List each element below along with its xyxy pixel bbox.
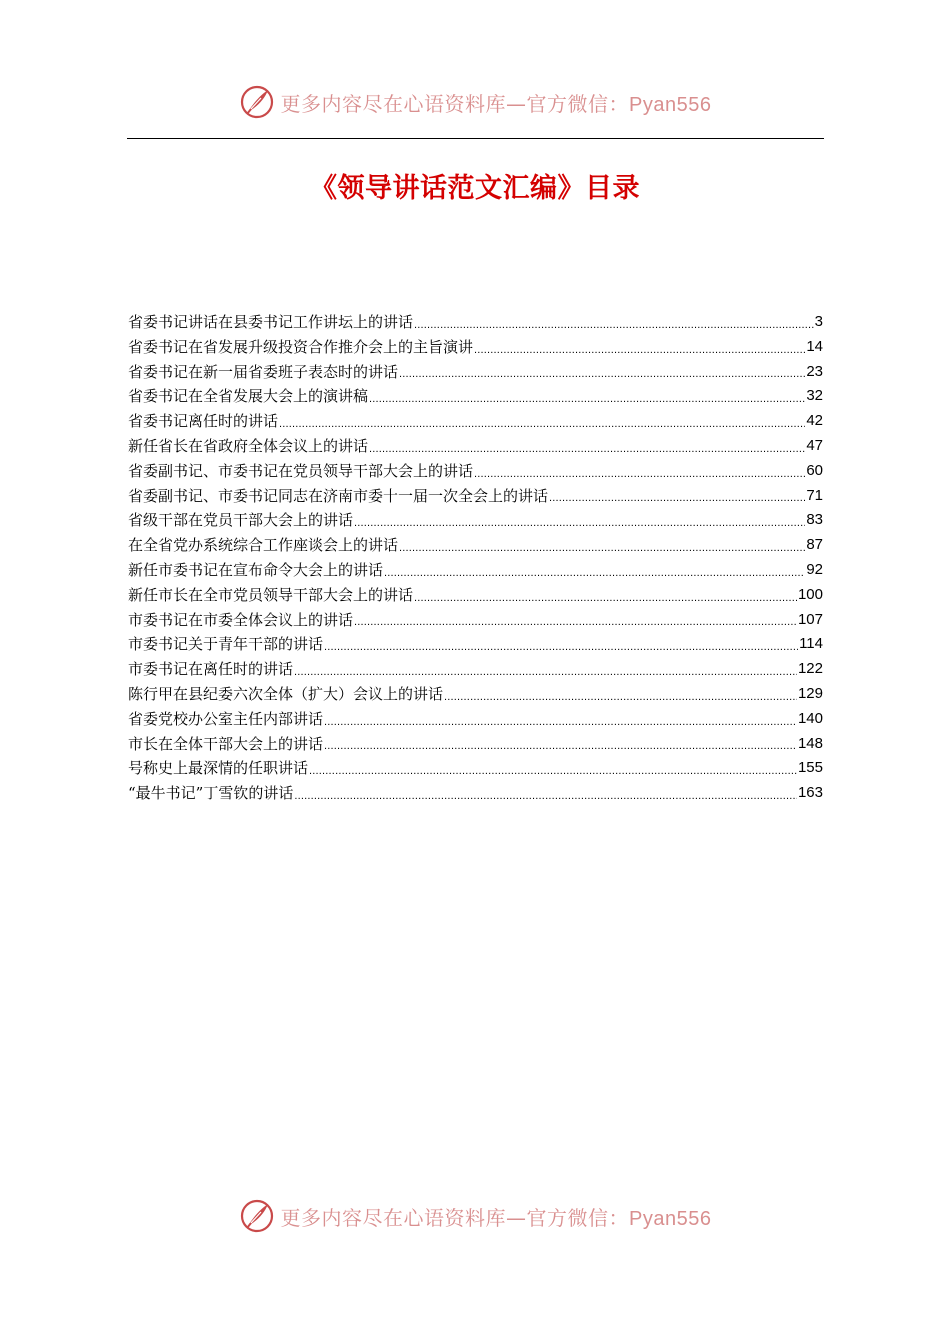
- toc-entry[interactable]: [128, 310, 823, 335]
- toc-dot-leader: [309, 761, 797, 781]
- toc-entry-title: 号称史上最深情的任职讲话: [128, 759, 309, 778]
- toc-dot-leader: [324, 736, 797, 756]
- toc-entry-title: 省委书记在省发展升级投资合作推介会上的主旨演讲: [128, 337, 474, 356]
- toc-entry[interactable]: [128, 657, 823, 682]
- toc-dot-leader: [354, 513, 805, 533]
- toc-entry[interactable]: [128, 732, 823, 757]
- banner-wechat-id: Pyan556: [629, 93, 712, 116]
- banner-text-main: 更多内容尽在心语资料库: [280, 91, 507, 116]
- toc-entry[interactable]: [128, 459, 823, 484]
- quill-pen-logo-icon: [239, 84, 275, 120]
- banner-dash: —: [506, 1205, 527, 1230]
- toc-entry-page: 47: [806, 436, 823, 454]
- toc-dot-leader: [414, 315, 814, 335]
- toc-entry[interactable]: [128, 335, 823, 360]
- toc-entry-title: 陈行甲在县纪委六次全体（扩大）会议上的讲话: [128, 684, 444, 703]
- toc-entry[interactable]: [128, 434, 823, 459]
- toc-entry-page: 3: [814, 313, 823, 330]
- toc-entry-page: 148: [797, 734, 823, 752]
- toc-entry[interactable]: [128, 484, 823, 509]
- header-rule: [127, 138, 824, 139]
- banner-wechat-label: 官方微信：: [526, 91, 630, 116]
- toc-entry-title: “最牛书记”丁雪钦的讲话: [128, 784, 294, 803]
- toc-entry-title: 新任省长在省政府全体会议上的讲话: [128, 436, 369, 455]
- toc-entry-page: 83: [806, 511, 823, 529]
- quill-pen-logo-icon: [239, 1198, 275, 1234]
- toc-dot-leader: [549, 488, 805, 508]
- toc-entry-title: 省委副书记、市委书记同志在济南市委十一届一次全会上的讲话: [128, 486, 549, 505]
- toc-dot-leader: [399, 538, 805, 558]
- toc-entry-page: 122: [797, 660, 823, 678]
- banner-text-main: 更多内容尽在心语资料库: [280, 1205, 507, 1230]
- toc-entry-page: 140: [797, 709, 823, 727]
- toc-dot-leader: [369, 389, 805, 409]
- toc-entry-page: 42: [806, 412, 823, 430]
- toc-entry-page: 71: [806, 486, 823, 504]
- toc-entry[interactable]: [128, 360, 823, 385]
- banner-text: [281, 1202, 712, 1231]
- toc-entry-title: 市长在全体干部大会上的讲话: [128, 734, 324, 753]
- toc-dot-leader: [384, 563, 805, 583]
- toc-dot-leader: [324, 712, 797, 732]
- toc-entry[interactable]: [128, 558, 823, 583]
- page-title: 《领导讲话范文汇编》目录: [310, 173, 640, 204]
- toc-entry-title: 新任市委书记在宣布命令大会上的讲话: [128, 560, 384, 579]
- toc-entry-title: 省委党校办公室主任内部讲话: [128, 709, 324, 728]
- banner-dash: —: [506, 91, 527, 116]
- toc-entry[interactable]: [128, 409, 823, 434]
- toc-entry[interactable]: [128, 608, 823, 633]
- toc-dot-leader: [474, 340, 805, 360]
- toc-entry-title: 市委书记在市委全体会议上的讲话: [128, 610, 354, 629]
- toc-entry[interactable]: [128, 508, 823, 533]
- toc-entry[interactable]: [128, 583, 823, 608]
- toc-entry[interactable]: [128, 533, 823, 558]
- toc-dot-leader: [324, 637, 798, 657]
- toc-entry-title: 省委书记在全省发展大会上的演讲稿: [128, 387, 369, 406]
- toc-entry-title: 市委书记关于青年干部的讲话: [128, 635, 324, 654]
- banner-text: [281, 88, 712, 117]
- toc-entry[interactable]: [128, 707, 823, 732]
- toc-entry-page: 32: [806, 387, 823, 405]
- toc-entry[interactable]: [128, 384, 823, 409]
- toc-entry-page: 60: [806, 461, 823, 479]
- toc-entry[interactable]: [128, 682, 823, 707]
- toc-dot-leader: [354, 612, 797, 632]
- toc-entry-page: 155: [797, 759, 823, 777]
- toc-entry-title: 省级干部在党员干部大会上的讲话: [128, 511, 354, 530]
- toc-entry-title: 省委书记在新一届省委班子表态时的讲话: [128, 362, 399, 381]
- toc-entry-page: 114: [799, 635, 823, 653]
- toc-entry-page: 129: [797, 684, 823, 702]
- toc-dot-leader: [369, 439, 805, 459]
- toc-entry-title: 新任市长在全市党员领导干部大会上的讲话: [128, 585, 414, 604]
- toc-entry-page: 87: [806, 536, 823, 554]
- toc-entry[interactable]: [128, 632, 823, 657]
- toc-dot-leader: [414, 588, 797, 608]
- toc-entry-title: 省委副书记、市委书记在党员领导干部大会上的讲话: [128, 461, 474, 480]
- toc-entry-page: 92: [806, 560, 823, 578]
- toc-entry-page: 163: [797, 784, 823, 802]
- toc-entry-page: 14: [806, 337, 823, 355]
- toc-dot-leader: [474, 464, 805, 484]
- toc-entry[interactable]: [128, 756, 823, 781]
- banner-wechat-label: 官方微信：: [526, 1205, 630, 1230]
- toc-dot-leader: [279, 414, 805, 434]
- header-banner: [0, 84, 950, 120]
- toc-entry-page: 107: [797, 610, 823, 628]
- toc-dot-leader: [399, 364, 805, 384]
- toc-entry-title: 在全省党办系统综合工作座谈会上的讲话: [128, 536, 399, 555]
- toc-entry-page: 100: [797, 585, 823, 603]
- toc-dot-leader: [294, 786, 797, 806]
- toc-dot-leader: [444, 687, 797, 707]
- toc-dot-leader: [294, 662, 797, 682]
- table-of-contents: [128, 310, 823, 806]
- toc-entry-title: 省委书记讲话在县委书记工作讲坛上的讲话: [128, 313, 414, 331]
- toc-entry[interactable]: [128, 781, 823, 806]
- toc-entry-title: 省委书记离任时的讲话: [128, 412, 279, 431]
- toc-entry-page: 23: [806, 362, 823, 380]
- footer-banner: [0, 1198, 950, 1234]
- toc-entry-title: 市委书记在离任时的讲话: [128, 660, 294, 679]
- banner-wechat-id: Pyan556: [629, 1207, 712, 1230]
